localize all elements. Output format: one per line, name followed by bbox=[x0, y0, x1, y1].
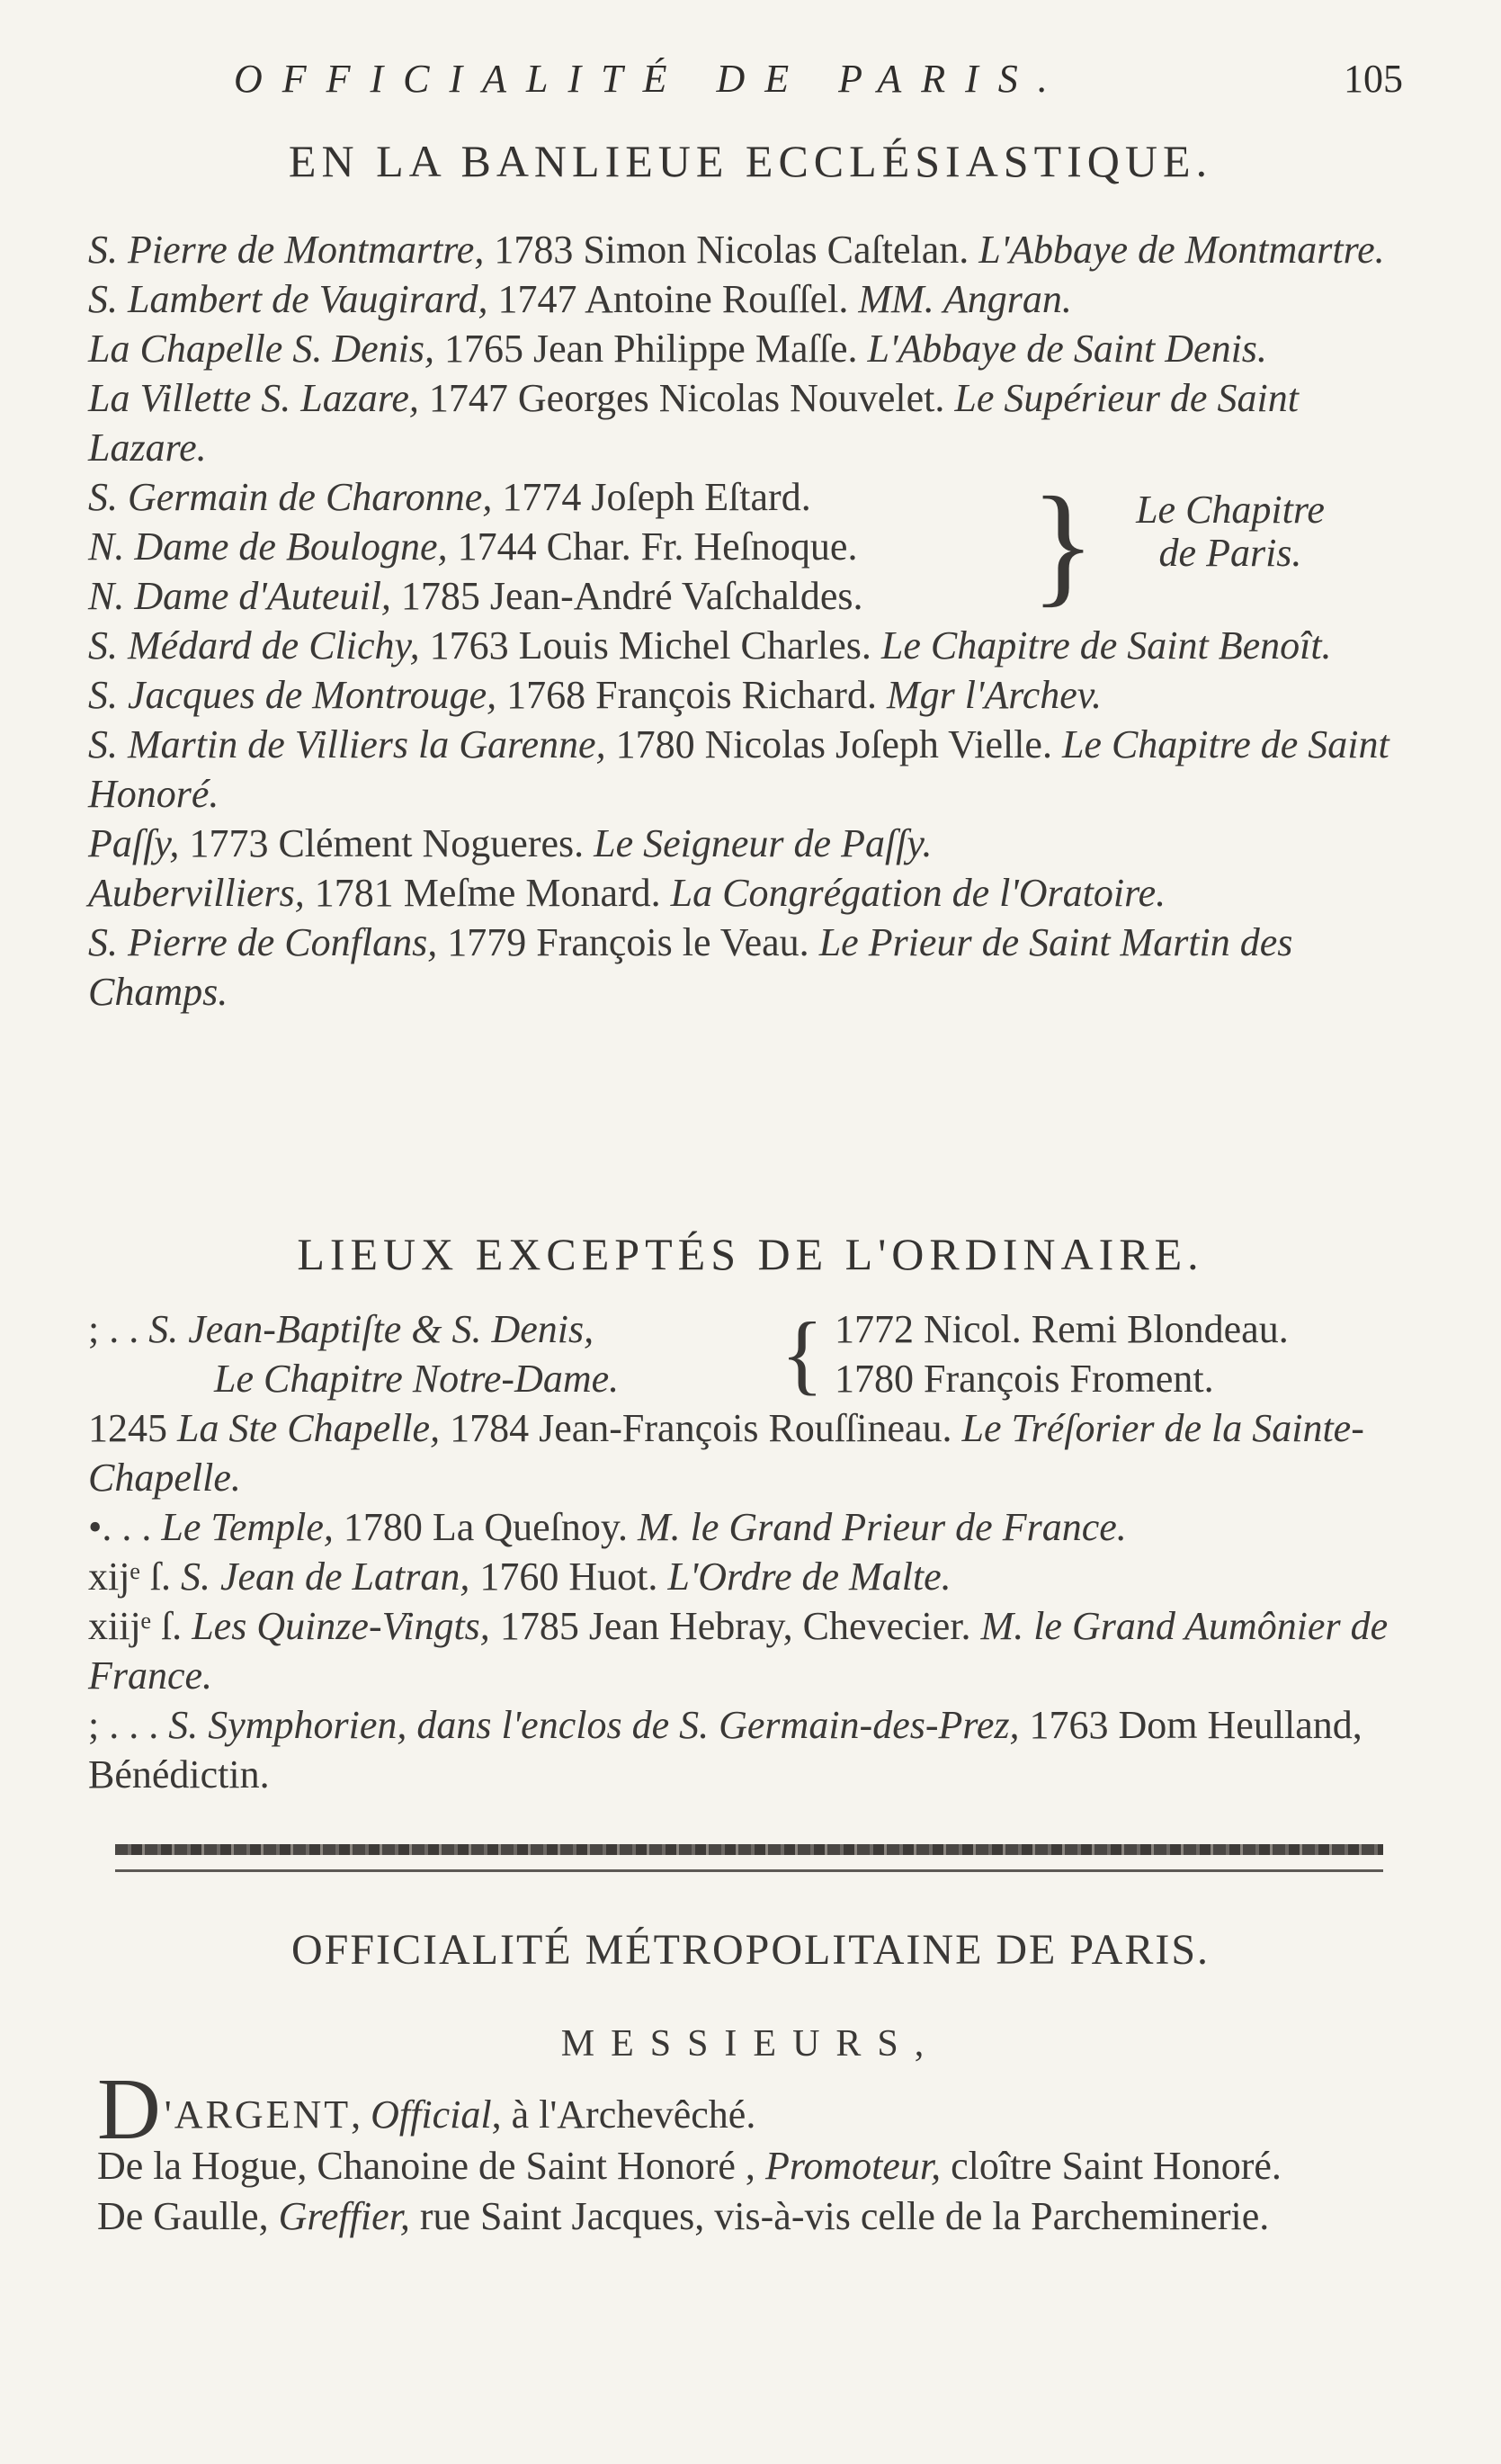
year: 1784 bbox=[450, 1406, 530, 1450]
parish-name: S. Martin de Villiers la Garenne, bbox=[88, 722, 606, 766]
list-item bbox=[88, 1403, 1401, 1502]
patron-line: Le Chapitre bbox=[1136, 488, 1325, 532]
year: 1779 bbox=[447, 920, 527, 964]
year: 1780 bbox=[615, 722, 695, 766]
parish-name: La Ste Chapelle, bbox=[177, 1406, 441, 1450]
entry-prefix: xiijᵉ ſ. bbox=[88, 1604, 183, 1648]
official-address: rue Saint Jacques, vis-à-vis celle de la Parcheminerie. bbox=[419, 2194, 1270, 2238]
parish-name: N. Dame d'Auteuil, bbox=[88, 574, 391, 618]
list-item bbox=[97, 2141, 1410, 2191]
patron: Le Chapitre Notre-Dame. bbox=[214, 1357, 620, 1401]
brace-icon: { bbox=[781, 1304, 824, 1403]
entry-prefix: •. . . bbox=[88, 1505, 152, 1549]
list-item bbox=[88, 670, 1401, 720]
year: 1768 bbox=[506, 673, 586, 717]
list-item bbox=[88, 720, 1401, 819]
patron: Le Chapitre de Saint Benoît. bbox=[880, 623, 1332, 668]
official-role: Greffier, bbox=[278, 2194, 410, 2238]
year: 1763 bbox=[1029, 1703, 1109, 1747]
parish-name: Le Temple, bbox=[161, 1505, 334, 1549]
patron: L'Ordre de Malte. bbox=[667, 1555, 952, 1599]
priest-name: Huot. bbox=[568, 1555, 658, 1599]
section-heading-officialite: OFFICIALITÉ MÉTROPOLITAINE DE PARIS. bbox=[290, 1926, 1211, 1974]
list-item: D'ARGENT, Official, à l'Archevêché. bbox=[97, 2061, 756, 2158]
patron: MM. Angran. bbox=[858, 277, 1072, 321]
year: 1765 bbox=[443, 327, 523, 371]
patron: Le Prieur de Saint Martin des Champs. bbox=[88, 920, 1293, 1014]
list-item bbox=[88, 1502, 1401, 1552]
patron: Le Seigneur de Paſſy. bbox=[594, 821, 933, 865]
list-item bbox=[88, 1700, 1401, 1799]
priest-name: Char. Fr. Heſnoque. bbox=[546, 524, 858, 569]
official-role: Promoteur, bbox=[764, 2144, 942, 2188]
patron: La Congrégation de l'Oratoire. bbox=[670, 871, 1166, 915]
parish-name: Aubervilliers, bbox=[88, 871, 305, 915]
entry-prefix: ; . . . bbox=[88, 1703, 159, 1747]
parish-name: S. Lambert de Vaugirard, bbox=[88, 277, 488, 321]
priest-name: Jean-François Rouſſineau. bbox=[539, 1406, 952, 1450]
parish-name: Les Quinze-Vingts, bbox=[192, 1604, 490, 1648]
year: 1747 bbox=[428, 376, 508, 420]
priest-name: Antoine Rouſſel. bbox=[585, 277, 849, 321]
section-heading-lieux-exceptes: LIEUX EXCEPTÉS DE L'ORDINAIRE. bbox=[297, 1229, 1204, 1279]
parish-name: N. Dame de Boulogne, bbox=[88, 524, 448, 569]
year: 1760 bbox=[479, 1555, 559, 1599]
parish-name: Paſſy, bbox=[88, 821, 180, 865]
entry-prefix: ; . . bbox=[88, 1307, 139, 1351]
official-name: De la Hogue, Chanoine de Saint Honoré , bbox=[97, 2144, 755, 2188]
year: 1774 bbox=[502, 475, 582, 519]
year: 1744 bbox=[457, 524, 537, 569]
list-item bbox=[88, 274, 1401, 324]
parish-name: La Chapelle S. Denis, bbox=[88, 327, 434, 371]
patron: Le Chapitre de Saint Honoré. bbox=[88, 722, 1389, 816]
list-item bbox=[88, 225, 1401, 274]
list-item bbox=[88, 819, 1401, 868]
patron: Le Tréſorier de la Sainte-Chapelle. bbox=[88, 1406, 1364, 1500]
official-address: , à l'Archevêché. bbox=[491, 2092, 756, 2137]
patron: M. le Grand Prieur de France. bbox=[637, 1505, 1127, 1549]
priest-name: Jean Hebray, Chevecier. bbox=[588, 1604, 971, 1648]
year: 1747 bbox=[497, 277, 577, 321]
year: 1780 bbox=[343, 1505, 423, 1549]
priest-name: Dom Heulland, Bénédictin. bbox=[88, 1703, 1363, 1796]
entry-prefix: xijᵉ ſ. bbox=[88, 1555, 171, 1599]
priest-name: François Richard. bbox=[595, 673, 877, 717]
priest-name: Meſme Monard. bbox=[403, 871, 661, 915]
list-item bbox=[88, 868, 1401, 918]
patron: L'Abbaye de Saint Denis. bbox=[867, 327, 1267, 371]
priest-name: Nicolas Joſeph Vielle. bbox=[704, 722, 1052, 766]
exceptes-list bbox=[88, 1304, 1401, 1799]
parish-name: S. Jean de Latran, bbox=[180, 1555, 470, 1599]
list-item bbox=[88, 571, 1401, 621]
year: 1785 bbox=[400, 574, 480, 618]
patron-line: de Paris. bbox=[1158, 531, 1302, 575]
page-number: 105 bbox=[1344, 57, 1403, 101]
priest-name: François le Veau. bbox=[536, 920, 809, 964]
list-item bbox=[88, 918, 1401, 1017]
running-head bbox=[126, 56, 1403, 119]
parish-name: S. Jean-Baptiſte & S. Denis, bbox=[148, 1307, 594, 1351]
section-heading-banlieue: EN LA BANLIEUE ECCLÉSIASTIQUE. bbox=[288, 136, 1213, 186]
brace-icon: } bbox=[1031, 470, 1095, 619]
salutation: MESSIEURS, bbox=[560, 2023, 941, 2065]
group-patron bbox=[1095, 488, 1365, 575]
priest-name: Jean Philippe Maſſe. bbox=[532, 327, 858, 371]
priest-line: 1772 Nicol. Remi Blondeau. bbox=[835, 1307, 1289, 1351]
official-address: cloître Saint Honoré. bbox=[951, 2144, 1282, 2188]
list-item bbox=[88, 1552, 1401, 1601]
priest-name: Clément Nogueres. bbox=[278, 821, 585, 865]
brace-group bbox=[88, 472, 1401, 621]
year: 1785 bbox=[499, 1604, 579, 1648]
list-item bbox=[88, 324, 1401, 373]
parish-name: S. Pierre de Conflans, bbox=[88, 920, 438, 964]
list-item bbox=[88, 1304, 1401, 1403]
running-title: OFFICIALITÉ DE PARIS. bbox=[234, 57, 1068, 101]
official-name: 'ARGENT bbox=[164, 2092, 352, 2137]
patron: Mgr l'Archev. bbox=[886, 673, 1103, 717]
parish-name: S. Symphorien, dans l'enclos de S. Germain-des-Prez, bbox=[168, 1703, 1020, 1747]
year: 1783 bbox=[494, 228, 574, 272]
list-item bbox=[88, 373, 1401, 472]
drop-cap: D bbox=[97, 2061, 161, 2158]
parish-name: La Villette S. Lazare, bbox=[88, 376, 419, 420]
list-item bbox=[88, 621, 1401, 670]
banlieue-list bbox=[88, 225, 1401, 1017]
priest-name: Georges Nicolas Nouvelet. bbox=[517, 376, 945, 420]
patron: M. le Grand Aumônier de France. bbox=[88, 1604, 1389, 1698]
parish-name: S. Jacques de Montrouge, bbox=[88, 673, 497, 717]
official-role: Official bbox=[371, 2092, 492, 2137]
list-item bbox=[88, 1601, 1401, 1700]
priest-name: Louis Michel Charles. bbox=[518, 623, 871, 668]
entry-prefix: 1245 bbox=[88, 1406, 167, 1450]
year: 1763 bbox=[429, 623, 509, 668]
year: 1773 bbox=[189, 821, 269, 865]
parish-name: S. Germain de Charonne, bbox=[88, 475, 493, 519]
divider bbox=[115, 1869, 1383, 1872]
year: 1781 bbox=[314, 871, 394, 915]
list-item bbox=[97, 2191, 1410, 2242]
ornamental-rule bbox=[115, 1844, 1383, 1855]
priest-name: Jean-André Vaſchaldes. bbox=[489, 574, 863, 618]
priest-name: Simon Nicolas Caſtelan. bbox=[583, 228, 969, 272]
priest-name: Joſeph Eſtard. bbox=[591, 475, 811, 519]
patron: L'Abbaye de Montmartre. bbox=[978, 228, 1385, 272]
parish-name: S. Pierre de Montmartre, bbox=[88, 228, 485, 272]
parish-name: S. Médard de Clichy, bbox=[88, 623, 420, 668]
official-name: De Gaulle, bbox=[97, 2194, 269, 2238]
brace-entry-priests bbox=[835, 1304, 1289, 1403]
priest-name: La Queſnoy. bbox=[432, 1505, 628, 1549]
patron: Le Supérieur de Saint Lazare. bbox=[88, 376, 1299, 470]
priest-line: 1780 François Froment. bbox=[835, 1357, 1214, 1401]
officials-list bbox=[97, 2061, 1410, 2242]
